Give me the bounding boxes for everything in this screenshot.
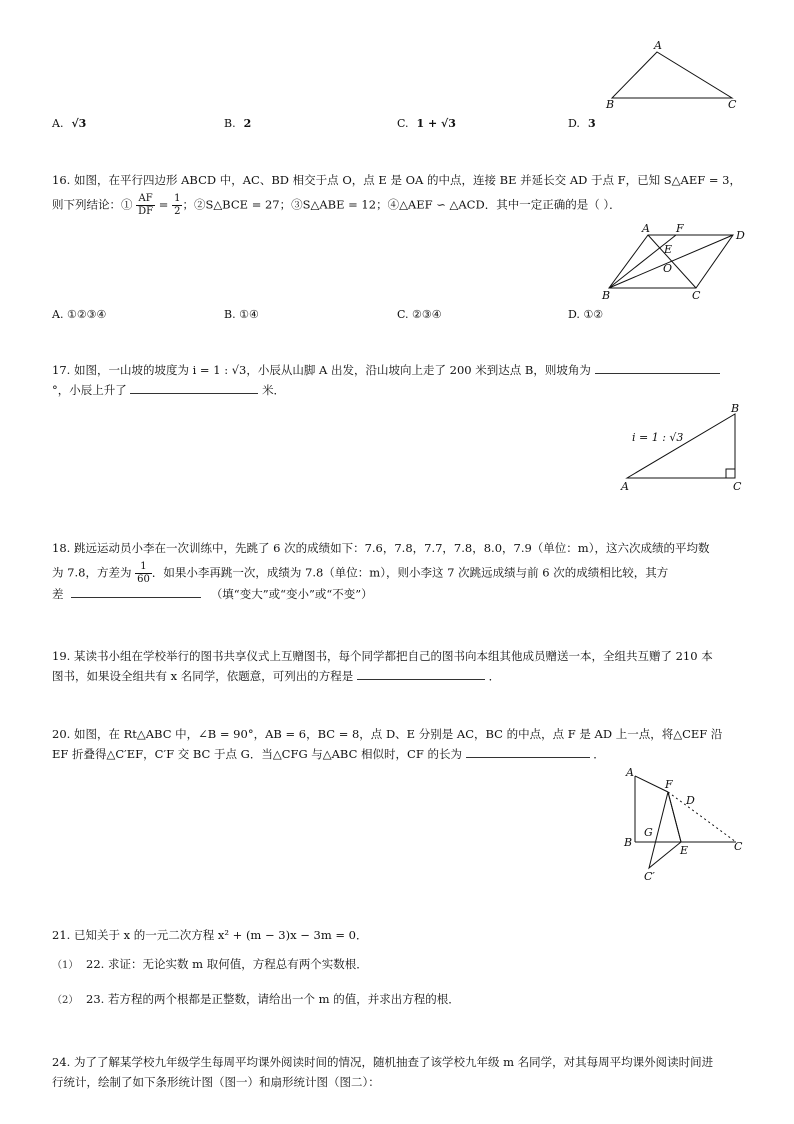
q17-line-1: 17. 如图，一山坡的坡度为 i = 1 : √3，小辰从山脚 A 出发，沿山坡向上走了 200 米到达点 B，则坡角为 bbox=[52, 362, 720, 378]
q20-label-b: B bbox=[624, 836, 633, 849]
q17-answer-blank-height[interactable] bbox=[130, 383, 258, 394]
q16-parallelogram-figure bbox=[596, 222, 756, 304]
q17-slope-figure bbox=[615, 400, 750, 495]
q20-label-f: F bbox=[665, 778, 673, 791]
q20-segment-fe bbox=[668, 792, 681, 842]
q15-option-d[interactable]: D. 3 bbox=[568, 117, 596, 130]
q20-label-c-prime: C′ bbox=[644, 870, 655, 883]
q16-option-d[interactable]: D. ①② bbox=[568, 308, 604, 321]
q18-line-1: 18. 跳远运动员小李在一次训练中，先跳了 6 次的成绩如下：7.6，7.8，7.7，7.8，8.0，7.9（单位：m），这六次成绩的平均数 bbox=[52, 541, 710, 555]
q15-label-c: C bbox=[728, 98, 737, 110]
q16-label-b: B bbox=[602, 289, 611, 302]
q20-segment-fd-dashed bbox=[668, 792, 736, 842]
q15-option-b[interactable]: B. 2 bbox=[224, 117, 252, 130]
q16-line-1: 16. 如图，在平行四边形 ABCD 中，AC、BD 相交于点 O，点 E 是 OA 的中点，连接 BE 并延长交 AD 于点 F，已知 S△AEF = 3， bbox=[52, 173, 741, 187]
q21-part-1: （1） 22. 求证：无论实数 m 取何值，方程总有两个实数根． bbox=[52, 957, 368, 971]
q16-fraction-af-df: $\frac{AF}{DF}$ bbox=[138, 193, 154, 217]
q15-triangle bbox=[612, 52, 732, 98]
q24-line-2: 行统计，绘制了如下条形统计图（图一）和扇形统计图（图二）： bbox=[52, 1075, 380, 1089]
q20-answer-blank[interactable] bbox=[466, 747, 590, 758]
q18-line-2: 为 7.8，方差为 $\frac{1}{60}$ ．如果小李再跳一次，成绩为 7.8（单位：m），则小李这 7 次跳远成绩与前 6 次的成绩相比较，其方 bbox=[52, 561, 669, 585]
q17-label-c: C bbox=[733, 480, 742, 493]
q17-label-b: B bbox=[731, 402, 740, 415]
q20-label-g: G bbox=[644, 826, 653, 839]
q17-label-slope: i = 1 : √3 bbox=[632, 431, 684, 444]
q19-line-2: 图书，如果设全组共有 x 名同学，依题意，可列出的方程是 ． bbox=[52, 669, 501, 683]
q20-fold-figure bbox=[618, 764, 753, 886]
q18-fraction-variance: $\frac{1}{60}$ bbox=[137, 561, 150, 585]
q24-line-1: 24. 为了了解某学校九年级学生每周平均课外阅读时间的情况，随机抽查了该学校九年级 m 名同学，对其每周平均课外阅读时间进 bbox=[52, 1055, 714, 1069]
q20-segment-af bbox=[635, 776, 668, 792]
q17-line-2: °，小辰上升了 米． bbox=[52, 383, 286, 397]
q16-line-2: 则下列结论：① $\frac{AF}{DF}$ = $\frac{1}{2}$ ；②S△BCE = 27；③S△ABE = 12；④△AEF ∽ △ACD．其中一定正确的是（ ）． bbox=[52, 193, 621, 217]
q16-label-d: D bbox=[736, 229, 745, 242]
q16-label-e: E bbox=[664, 243, 673, 256]
q16-label-f: F bbox=[676, 222, 684, 235]
q17-answer-blank-angle[interactable] bbox=[595, 363, 720, 374]
q18-answer-blank[interactable] bbox=[71, 587, 201, 598]
q16-label-a: A bbox=[642, 222, 650, 235]
q17-right-angle-mark bbox=[726, 469, 735, 478]
q20-label-a: A bbox=[626, 766, 634, 779]
q20-line-1: 20. 如图，在 Rt△ABC 中，∠B = 90°，AB = 6，BC = 8，点 D、E 分别是 AC，BC 的中点，点 F 是 AD 上一点，将△CEF 沿 bbox=[52, 727, 723, 741]
q20-line-2: EF 折叠得△C′EF，C′F 交 BC 于点 G．当△CFG 与△ABC 相似时，CF 的长为 ． bbox=[52, 747, 605, 761]
q16-option-a[interactable]: A. ①②③④ bbox=[52, 308, 107, 321]
q16-label-o: O bbox=[663, 262, 673, 275]
q20-label-e: E bbox=[680, 844, 689, 857]
q19-answer-blank[interactable] bbox=[357, 669, 485, 680]
q15-label-a: A bbox=[654, 39, 662, 52]
q15-option-a[interactable]: A. √3 bbox=[52, 117, 87, 130]
q17-label-a: A bbox=[621, 480, 629, 493]
q17-right-triangle bbox=[627, 414, 735, 478]
q19-line-1: 19. 某读书小组在学校举行的图书共享仪式上互赠图书，每个同学都把自己的图书向本组其他成员赠送一本，全组共互赠了 210 本 bbox=[52, 649, 713, 663]
q16-fraction-half: $\frac{1}{2}$ bbox=[174, 193, 181, 217]
q16-option-c[interactable]: C. ②③④ bbox=[397, 308, 442, 321]
q15-label-b: B bbox=[606, 98, 615, 110]
q20-label-d: D bbox=[686, 794, 695, 807]
q20-label-c: C bbox=[734, 840, 743, 853]
q21-stem: 21. 已知关于 x 的一元二次方程 x² + (m − 3)x − 3m = 0． bbox=[52, 928, 368, 942]
q16-label-c: C bbox=[692, 289, 701, 302]
q18-line-3: 差 （填“变大”或“变小”或“不变”） bbox=[52, 587, 373, 601]
q15-triangle-figure bbox=[600, 38, 750, 110]
q21-part-2: （2） 23. 若方程的两个根都是正整数，请给出一个 m 的值，并求出方程的根． bbox=[52, 992, 460, 1006]
q16-option-b[interactable]: B. ①④ bbox=[224, 308, 259, 321]
q20-folded-triangle bbox=[649, 792, 681, 868]
q15-option-c[interactable]: C. 1 + √3 bbox=[397, 117, 456, 130]
